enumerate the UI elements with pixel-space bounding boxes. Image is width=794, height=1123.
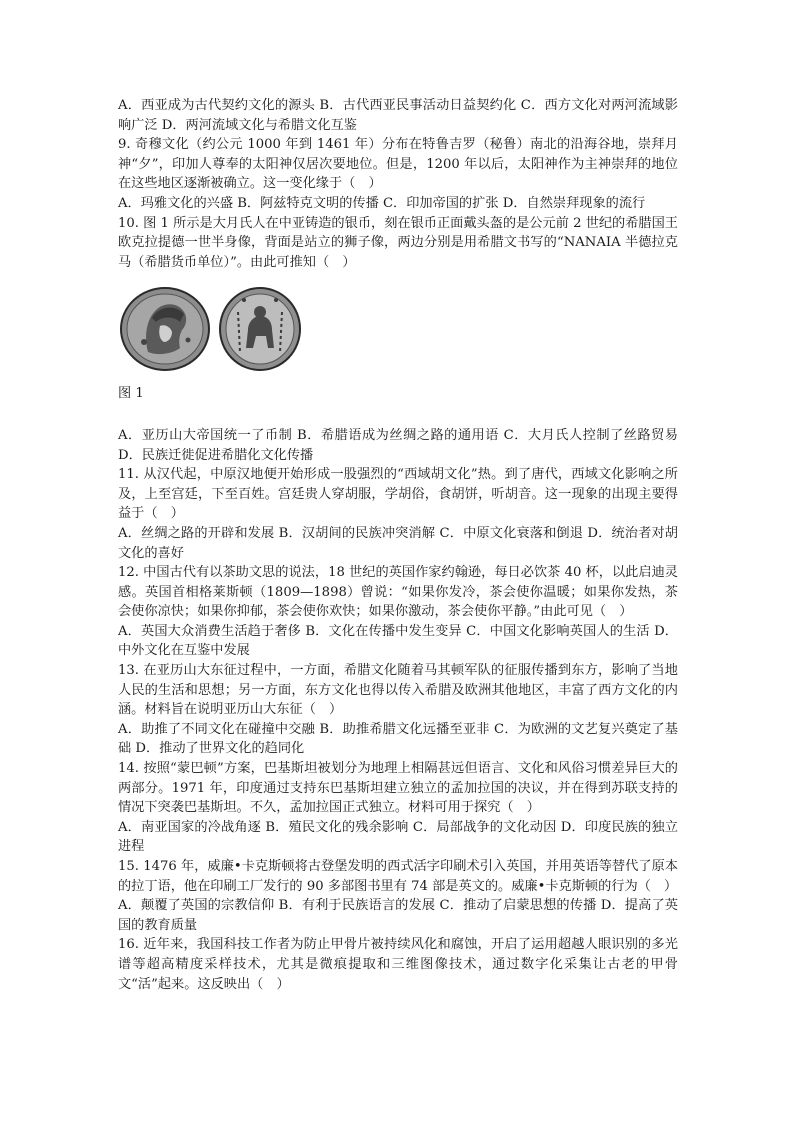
options-q9: A．玛雅文化的兴盛 B．阿兹特克文明的传播 C．印加帝国的扩张 D．自然崇拜现象的流行 — [118, 195, 646, 211]
question-13: 13. 在亚历山大东征过程中，一方面，希腊文化随着马其顿军队的征服传播到东方，影响了当地人民的生活和思想；另一方面，东方文化也得以传入希腊及欧洲其他地区，丰富了西方文化的内涵。材料旨在说明亚历山大东征（ ） — [118, 663, 678, 718]
question-9: 9. 奇穆文化（约公元 1000 年到 1461 年）分布在特鲁吉罗（秘鲁）南北的沿海谷地，崇拜月神“夕”，印加人尊奉的太阳神仅居次要地位。但是，1200 年以后，太阳神作为主神崇拜的地位在这些地区逐渐被确立。这一变化缘于（ ） — [118, 137, 678, 192]
question-16: 16. 近年来，我国科技工作者为防止甲骨片被持续风化和腐蚀，开启了运用超越人眼识别的多光谱等超高精度采样技术，尤其是微痕提取和三维图像技术，通过数字化采集让古老的甲骨文“活”起来。这反映出（ ） — [118, 937, 678, 992]
exam-page — [118, 96, 678, 994]
options-q8: A．西亚成为古代契约文化的源头 B．古代西亚民事活动日益契约化 C．西方文化对两河流域影响广泛 D．两河流域文化与希腊文化互鉴 — [118, 98, 678, 133]
options-q14: A．南亚国家的冷战角逐 B．殖民文化的残余影响 C．局部战争的文化动因 D．印度民族的独立进程 — [118, 819, 678, 855]
question-10: 10. 图 1 所示是大月氏人在中亚铸造的银币，刻在银币正面戴头盔的是公元前 2 世纪的希腊国王欧克拉提德一世半身像，背面是站立的狮子像，两边分别是用希腊文书写的“NANAIA 半德拉克马（希腊货币单位）”。由此可推知（ ） — [118, 215, 678, 270]
options-q10: A．亚历山大帝国统一了币制 B．希腊语成为丝绸之路的通用语 C．大月氏人控制了丝路贸易 D．民族迁徙促进希腊化文化传播 — [118, 427, 678, 463]
question-11: 11. 从汉代起，中原汉地便开始形成一股强烈的“西域胡文化”热。到了唐代，西域文化影响之所及，上至宫廷，下至百姓。宫廷贵人穿胡服，学胡俗，食胡饼，听胡音。这一现象的出现主要得益于（ ） — [118, 467, 678, 522]
options-q15: A．颠覆了英国的宗教信仰 B．有利于民族语言的发展 C．推动了启蒙思想的传播 D．提高了英国的教育质量 — [118, 898, 678, 933]
coin-figure — [118, 282, 678, 378]
question-14: 14. 按照“蒙巴顿”方案，巴基斯坦被划分为地理上相隔甚远但语言、文化和风俗习惯差异巨大的两部分。1971 年，印度通过支持东巴基斯坦建立独立的孟加拉国的决议，并在得到苏联支持的情况下突袭巴基斯坦。不久，孟加拉国正式独立。材料可用于探究（ ） — [118, 761, 678, 816]
options-q11: A．丝绸之路的开辟和发展 B．汉胡间的民族冲突消解 C．中原文化衰落和倒退 D．统治者对胡文化的喜好 — [118, 525, 678, 561]
figure-caption: 图 1 — [118, 386, 144, 402]
question-12: 12. 中国古代有以茶助文思的说法，18 世纪的英国作家约翰逊，每日必饮茶 40 杯，以此启迪灵感。英国首相格莱斯顿（1809—1898）曾说：“如果你发冷，茶会使你温暖；如果你发热，茶会使你凉快；如果你抑郁，茶会使你欢快；如果你激动，茶会使你平静。”由此可见（ ） — [118, 565, 678, 620]
coin-reverse-icon — [220, 288, 300, 370]
options-q13: A．助推了不同文化在碰撞中交融 B．助推希腊文化远播至亚非 C．为欧洲的文艺复兴奠定了基础 D．推动了世界文化的趋同化 — [118, 721, 678, 757]
options-q12: A．英国大众消费生活趋于奢侈 B．文化在传播中发生变异 C．中国文化影响英国人的生活 D．中外文化在互鉴中发展 — [118, 623, 678, 659]
coin-figure-image — [118, 282, 318, 378]
question-15: 15. 1476 年，威廉•卡克斯顿将古登堡发明的西式活字印刷术引入英国，并用英语等替代了原本的拉丁语，他在印刷工厂发行的 90 多部图书里有 74 部是英文的。威廉•卡克斯顿的行为（ ） — [118, 859, 678, 894]
coin-obverse-icon — [121, 288, 209, 370]
